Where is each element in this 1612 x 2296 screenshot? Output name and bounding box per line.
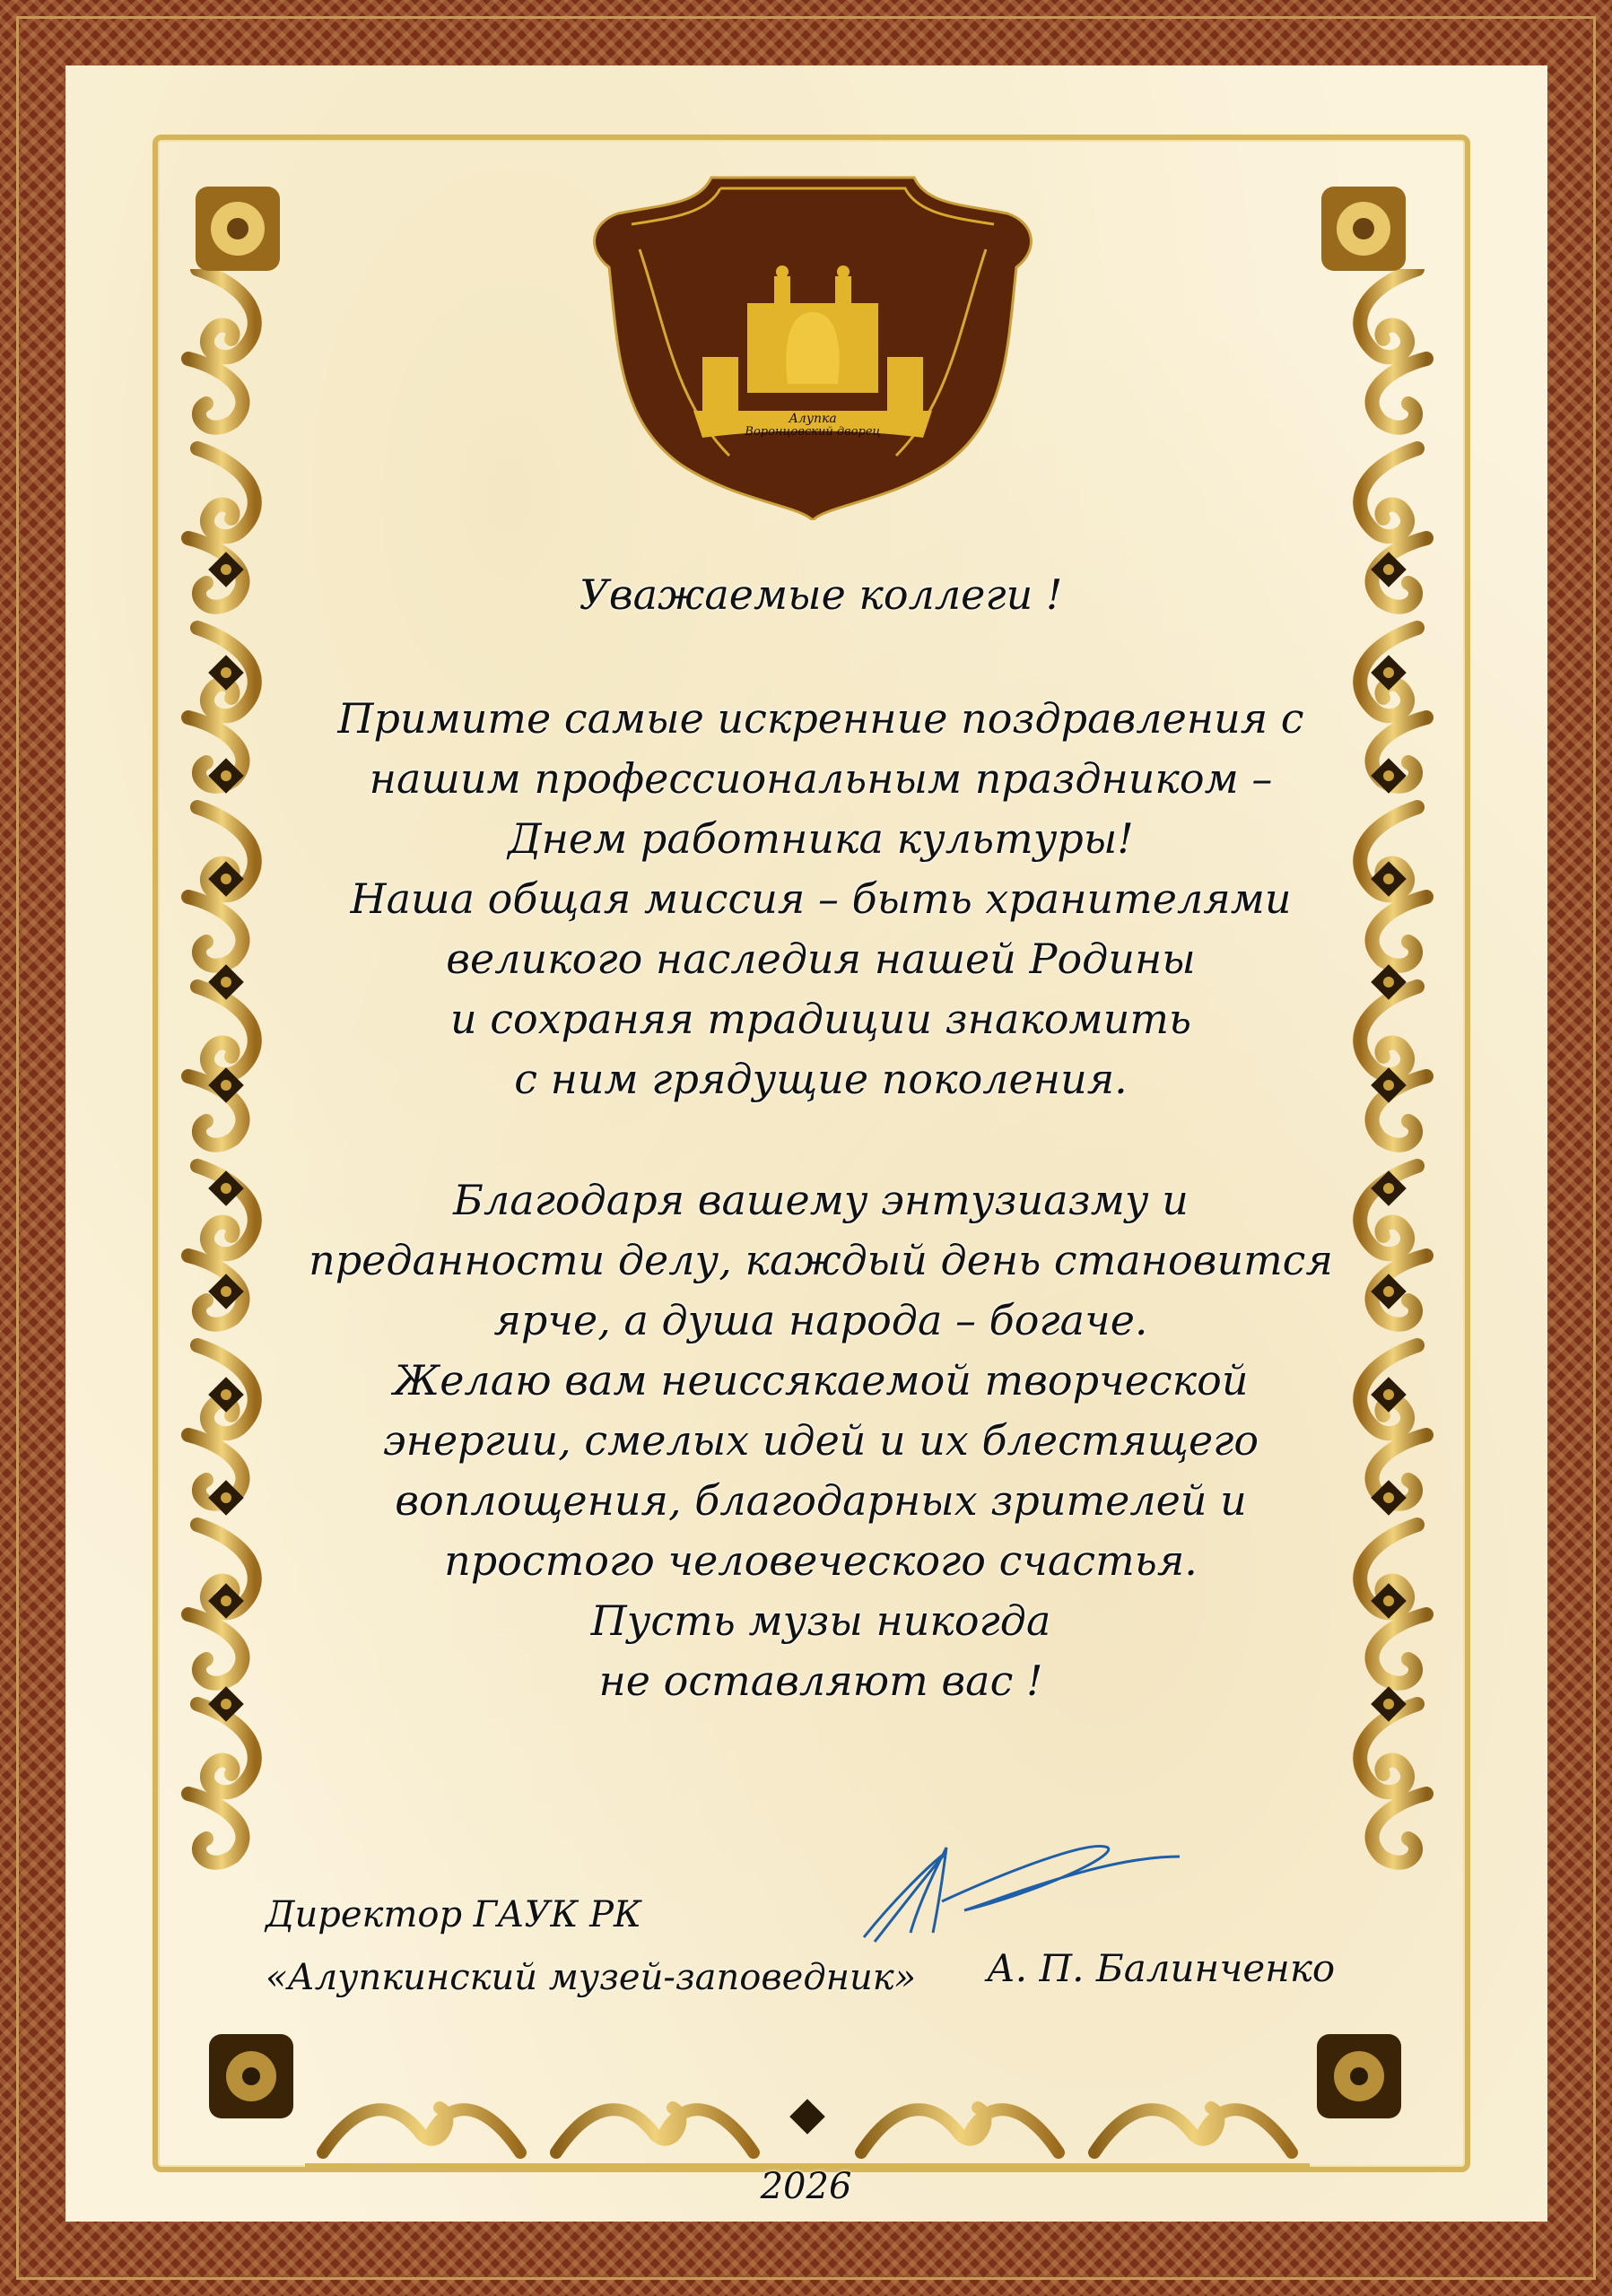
emblem-text-line2: Воронцовский дворец xyxy=(745,425,881,439)
alupka-emblem-logo xyxy=(586,169,1040,520)
emblem-text-line1: Алупка xyxy=(789,412,837,426)
text-line: Примите самые искренние поздравления с xyxy=(337,694,1304,743)
text-line: великого наследия нашей Родины xyxy=(446,935,1196,983)
corner-rosette-icon xyxy=(1314,179,1413,278)
text-line: простого человеческого счастья. xyxy=(444,1536,1198,1585)
signatory-name: А. П. Балинченко xyxy=(987,1946,1336,1990)
text-line: ярче, а душа народа – богаче. xyxy=(493,1296,1148,1344)
paragraph-wishes xyxy=(0,1170,1612,1711)
corner-rosette-icon xyxy=(202,2027,301,2126)
text-line: нашим профессиональным праздником – xyxy=(369,754,1273,803)
paragraph-congratulations xyxy=(0,689,1612,1109)
text-line: Днем работника культуры! xyxy=(508,814,1134,863)
corner-rosette-icon xyxy=(1310,2027,1408,2126)
text-line: преданности делу, каждый день становится xyxy=(309,1236,1333,1284)
text-line: с ним грядущие поколения. xyxy=(514,1055,1128,1103)
handwritten-signature xyxy=(857,1830,1180,1946)
text-line: энергии, смелых идей и их блестящего xyxy=(382,1416,1259,1465)
text-line: воплощения, благодарных зрителей и xyxy=(395,1476,1247,1525)
text-line: Благодаря вашему энтузиазму и xyxy=(453,1176,1189,1224)
corner-rosette-icon xyxy=(188,179,287,278)
signatory-position-line2: «Алупкинский музей-заповедник» xyxy=(266,1957,917,1998)
year-label: 2026 xyxy=(760,2166,852,2207)
text-line: Наша общая миссия – быть хранителями xyxy=(350,874,1292,923)
text-line: Желаю вам неиссякаемой творческой xyxy=(393,1356,1249,1405)
text-line: не оставляют вас ! xyxy=(598,1657,1043,1705)
bottom-scroll-ornament xyxy=(305,2063,1310,2170)
text-line: Пусть музы никогда xyxy=(590,1596,1051,1645)
signatory-position-line1: Директор ГАУК РК xyxy=(266,1894,642,1935)
text-line: и сохраняя традиции знакомить xyxy=(449,995,1191,1043)
greeting-heading: Уважаемые коллеги ! xyxy=(579,570,1063,619)
signatory-position xyxy=(266,1883,916,2009)
